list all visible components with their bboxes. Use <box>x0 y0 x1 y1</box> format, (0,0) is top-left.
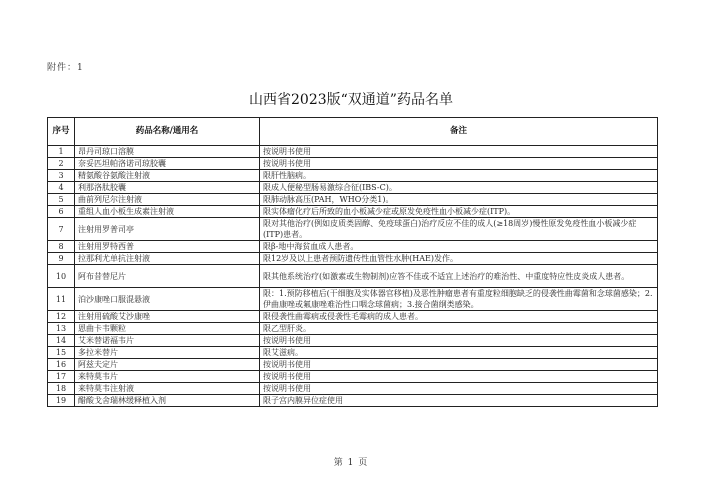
cell-note: 限12岁及以上患者预防遗传性血管性水肿(HAE)发作。 <box>260 253 658 265</box>
header-drug-name: 药品名称/通用名 <box>75 118 260 146</box>
cell-number: 17 <box>48 371 75 383</box>
cell-note: 限实体瘤化疗后所致的血小板减少症或原发免疫性血小板减少症(ITP)。 <box>260 206 658 218</box>
table-body <box>48 146 658 407</box>
cell-note: 限子宫内膜异位症使用 <box>260 395 658 407</box>
cell-drug-name: 曲前列尼尔注射液 <box>75 194 260 206</box>
table-row <box>48 265 658 288</box>
cell-note: 限肺动脉高压(PAH，WHO分类1)。 <box>260 194 658 206</box>
cell-number: 11 <box>48 288 75 311</box>
cell-number: 9 <box>48 253 75 265</box>
cell-note: 限艾滋病。 <box>260 347 658 359</box>
drug-list-table <box>47 117 658 407</box>
cell-note: 限乙型肝炎。 <box>260 323 658 335</box>
table-row <box>48 206 658 218</box>
cell-drug-name: 重组人血小板生成素注射液 <box>75 206 260 218</box>
cell-note: 限β-地中海贫血成人患者。 <box>260 241 658 253</box>
cell-note: 限：1.预防移植后(干细胞及实体器官移植)及恶性肿瘤患者有重度粒细胞缺乏的侵袭性曲霉菌和念球菌感染；2.伊曲康唑或氟康唑难治性口咽念球菌病；3.接合菌纲类感染。 <box>260 288 658 311</box>
cell-drug-name: 奈妥匹坦帕洛诺司琼胶囊 <box>75 158 260 170</box>
table-row <box>48 347 658 359</box>
cell-drug-name: 恩曲卡韦颗粒 <box>75 323 260 335</box>
cell-drug-name: 醋酸戈舍瑞林缓释植入剂 <box>75 395 260 407</box>
cell-drug-name: 多拉米替片 <box>75 347 260 359</box>
table-row <box>48 158 658 170</box>
cell-number: 18 <box>48 383 75 395</box>
document-title: 山西省2023版“双通道”药品名单 <box>249 92 453 108</box>
cell-number: 6 <box>48 206 75 218</box>
cell-drug-name: 昂丹司琼口溶膜 <box>75 146 260 158</box>
cell-note: 按说明书使用 <box>260 383 658 395</box>
cell-drug-name: 拉那利尤单抗注射液 <box>75 253 260 265</box>
cell-drug-name: 注射用硫酸艾沙康唑 <box>75 311 260 323</box>
cell-number: 1 <box>48 146 75 158</box>
cell-drug-name: 注射用罗特西普 <box>75 241 260 253</box>
cell-drug-name: 利那洛肽胶囊 <box>75 182 260 194</box>
cell-drug-name: 来特莫韦注射液 <box>75 383 260 395</box>
cell-number: 16 <box>48 359 75 371</box>
cell-number: 7 <box>48 218 75 241</box>
cell-note: 限其他系统治疗(如激素或生物制剂)应答不佳或不适宜上述治疗的难治性、中重度特应性皮炎成人患者。 <box>260 265 658 288</box>
table-row <box>48 253 658 265</box>
cell-number: 2 <box>48 158 75 170</box>
cell-note: 限成人便秘型肠易激综合征(IBS-C)。 <box>260 182 658 194</box>
cell-number: 5 <box>48 194 75 206</box>
cell-number: 10 <box>48 265 75 288</box>
table-row <box>48 335 658 347</box>
table-row <box>48 194 658 206</box>
table-row <box>48 170 658 182</box>
table-row <box>48 218 658 241</box>
cell-number: 4 <box>48 182 75 194</box>
page-number: 第 1 页 <box>333 458 369 468</box>
cell-number: 13 <box>48 323 75 335</box>
table-row <box>48 371 658 383</box>
cell-note: 限侵袭性曲霉病或侵袭性毛霉病的成人患者。 <box>260 311 658 323</box>
cell-number: 8 <box>48 241 75 253</box>
table-row <box>48 241 658 253</box>
cell-drug-name: 艾米替诺福韦片 <box>75 335 260 347</box>
cell-drug-name: 精氨酸谷氨酸注射液 <box>75 170 260 182</box>
cell-drug-name: 阿兹夫定片 <box>75 359 260 371</box>
table-row <box>48 182 658 194</box>
cell-number: 19 <box>48 395 75 407</box>
header-no: 序号 <box>48 118 75 146</box>
table-header-row <box>48 118 658 146</box>
cell-number: 15 <box>48 347 75 359</box>
cell-number: 14 <box>48 335 75 347</box>
cell-number: 3 <box>48 170 75 182</box>
table-row <box>48 146 658 158</box>
table-row <box>48 311 658 323</box>
attachment-label: 附件：1 <box>47 63 84 73</box>
cell-note: 按说明书使用 <box>260 371 658 383</box>
cell-note: 按说明书使用 <box>260 359 658 371</box>
cell-note: 按说明书使用 <box>260 146 658 158</box>
cell-drug-name: 注射用罗普司亭 <box>75 218 260 241</box>
table-row <box>48 359 658 371</box>
cell-drug-name: 阿布昔替尼片 <box>75 265 260 288</box>
cell-note: 限肝性脑病。 <box>260 170 658 182</box>
table-row <box>48 323 658 335</box>
table-row <box>48 395 658 407</box>
table-row <box>48 383 658 395</box>
cell-number: 12 <box>48 311 75 323</box>
cell-drug-name: 来特莫韦片 <box>75 371 260 383</box>
cell-drug-name: 泊沙康唑口服混悬液 <box>75 288 260 311</box>
header-note: 备注 <box>260 118 658 146</box>
cell-note: 按说明书使用 <box>260 335 658 347</box>
cell-note: 限对其他治疗(例如皮质类固醇、免疫球蛋白)治疗反应不佳的成人(≥18周岁)慢性原发免疫性血小板减少症(ITP)患者。 <box>260 218 658 241</box>
cell-note: 按说明书使用 <box>260 158 658 170</box>
table-row <box>48 288 658 311</box>
